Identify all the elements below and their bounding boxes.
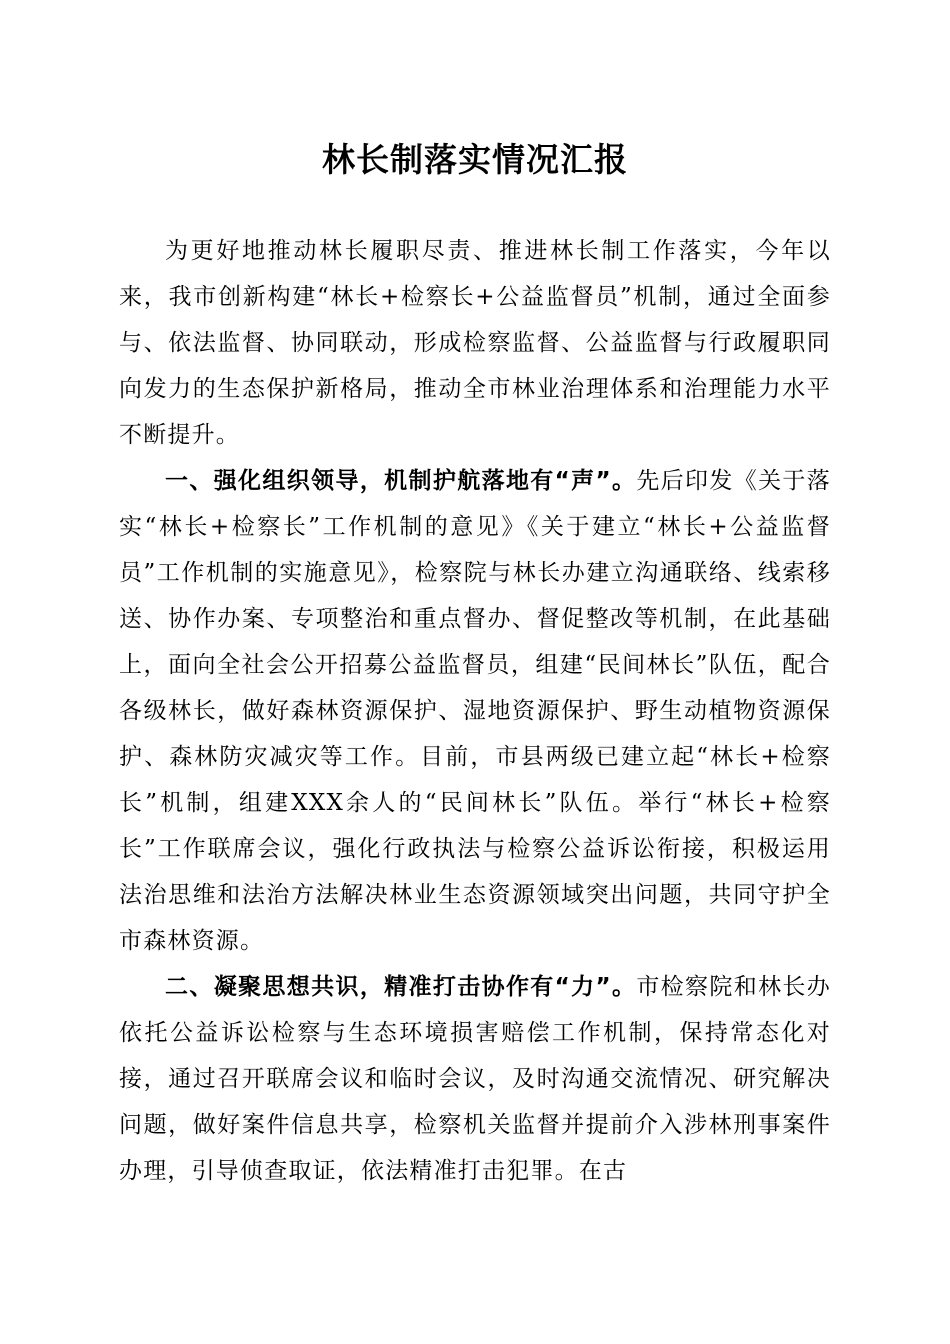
section-1-heading: 一、强化组织领导，机制护航落地有“声”。 [165, 468, 637, 494]
section-2-paragraph [119, 964, 831, 1194]
intro-paragraph-text: 为更好地推动林长履职尽责、推进林长制工作落实，今年以来，我市创新构建“林长+检察长+公益监督员”机制，通过全面参与、依法监督、协同联动，形成检察监督、公益监督与行政履职同向发力的生态保护新格局，推动全市林业治理体系和治理能力水平不断提升。 [119, 238, 831, 448]
document-body [119, 228, 831, 1194]
section-1-text: 先后印发《关于落实“林长+检察长”工作机制的意见》《关于建立“林长+公益监督员”工作机制的实施意见》，检察院与林长办建立沟通联络、线索移送、协作办案、专项整治和重点督办、督促整改等机制，在此基础上，面向全社会公开招募公益监督员，组建“民间林长”队伍，配合各级林长，做好森林资源保护、湿地资源保护、野生动植物资源保护、森林防灾减灾等工作。目前，市县两级已建立起“林长+检察长”机制，组建XXX余人的“民间林长”队伍。举行“林长+检察长”工作联席会议，强化行政执法与检察公益诉讼衔接，积极运用法治思维和法治方法解决林业生态资源领域突出问题，共同守护全市森林资源。 [119, 468, 831, 954]
section-1-paragraph [119, 458, 831, 964]
document-title: 林长制落实情况汇报 [322, 140, 628, 179]
section-2-heading: 二、凝聚思想共识，精准打击协作有“力”。 [165, 974, 637, 1000]
intro-paragraph [119, 228, 831, 458]
section-2-text: 市检察院和林长办依托公益诉讼检察与生态环境损害赔偿工作机制，保持常态化对接，通过召开联席会议和临时会议，及时沟通交流情况、研究解决问题，做好案件信息共享，检察机关监督并提前介入涉林刑事案件办理，引导侦查取证，依法精准打击犯罪。在古 [119, 974, 831, 1184]
